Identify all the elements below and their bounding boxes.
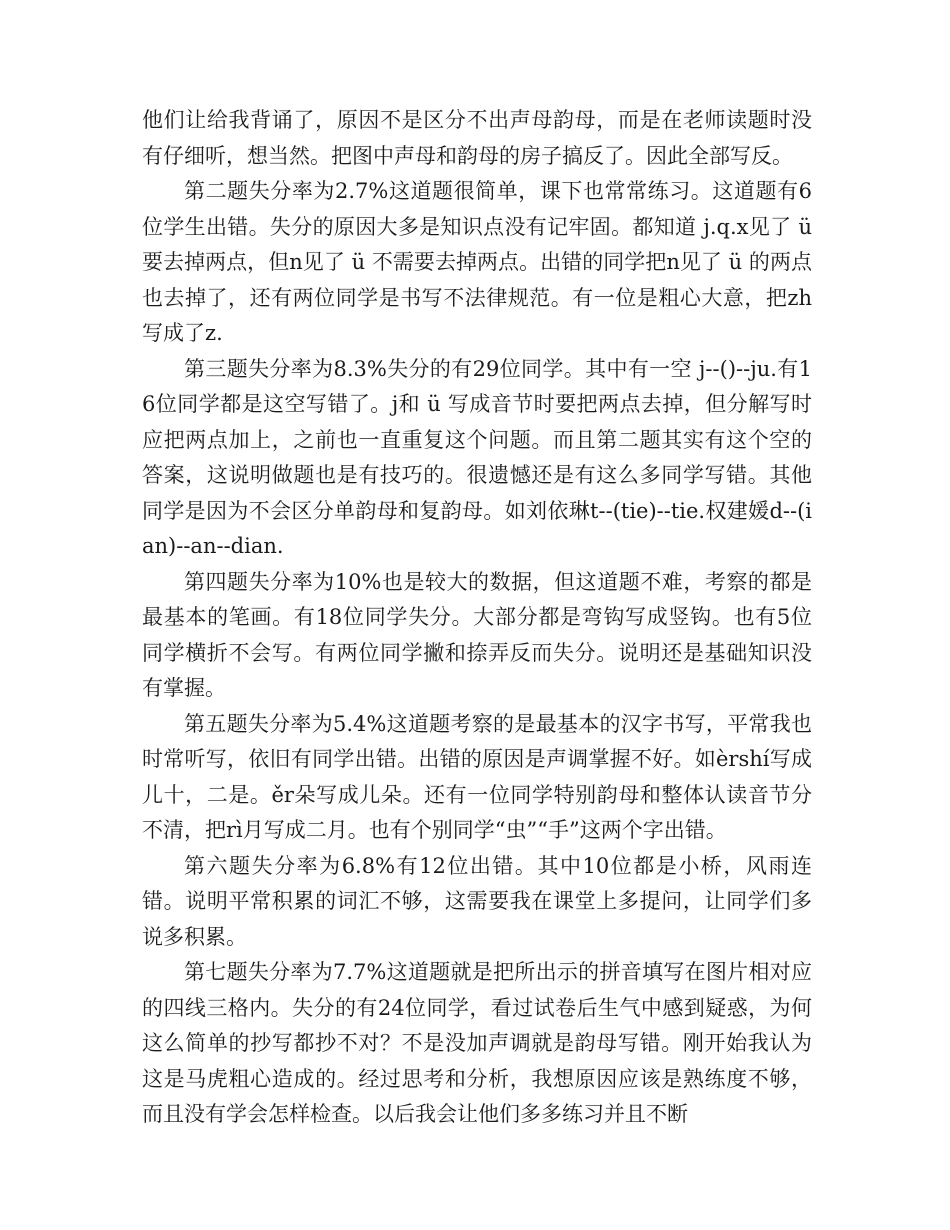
- paragraph-question-6: 第六题失分率为6.8%有12位出错。其中10位都是小桥，风雨连错。说明平常积累的词汇不够，这需要我在课堂上多提问，让同学们多说多积累。: [142, 853, 812, 949]
- paragraph-question-7: 第七题失分率为7.7%这道题就是把所出示的拼音填写在图片相对应的四线三格内。失分的有24位同学，看过试卷后生气中感到疑惑，为何这么简单的抄写都抄不对？不是没加声调就是韵母写错。刚开始我认为这是马虎粗心造成的。经过思考和分析，我想原因应该是熟练度不够，而且没有学会怎样检查。以后我会让他们多多练习并且不断: [142, 960, 812, 1126]
- paragraph-question-2: 第二题失分率为2.7%这道题很简单，课下也常常练习。这道题有6位学生出错。失分的原因大多是知识点没有记牢固。都知道 j.q.x见了 ü 要去掉两点，但n见了 ü 不需要去掉两点。出错的同学把n见了 ü 的两点也去掉了，还有两位同学是书写不法律规范。有一位是粗心大意，把zh写成了z.: [142, 179, 812, 345]
- paragraph-question-3: 第三题失分率为8.3%失分的有29位同学。其中有一空 j--()--ju.有16位同学都是这空写错了。j和 ü 写成音节时要把两点去掉，但分解写时应把两点加上，之前也一直重复这个问题。而且第二题其实有这个空的答案，这说明做题也是有技巧的。很遗憾还是有这么多同学写错。其他同学是因为不会区分单韵母和复韵母。如刘依琳t--(tie)--tie.权建媛d--(ian)--an--dian.: [142, 356, 812, 558]
- document-body: [142, 103, 812, 1133]
- paragraph-question-5: 第五题失分率为5.4%这道题考察的是最基本的汉字书写，平常我也时常听写，依旧有同学出错。出错的原因是声调掌握不好。如èrshí写成儿十，二是。ěr朵写成儿朵。还有一位同学特别韵母和整体认读音节分不清，把rì月写成二月。也有个别同学“虫”“手”这两个字出错。: [142, 711, 812, 842]
- paragraph-continuation: 他们让给我背诵了，原因不是区分不出声母韵母，而是在老师读题时没有仔细听，想当然。把图中声母和韵母的房子搞反了。因此全部写反。: [142, 108, 812, 168]
- paragraph-question-4: 第四题失分率为10%也是较大的数据，但这道题不难，考察的都是最基本的笔画。有18位同学失分。大部分都是弯钩写成竖钩。也有5位同学横折不会写。有两位同学撇和捺弄反而失分。说明还是基础知识没有掌握。: [142, 569, 812, 700]
